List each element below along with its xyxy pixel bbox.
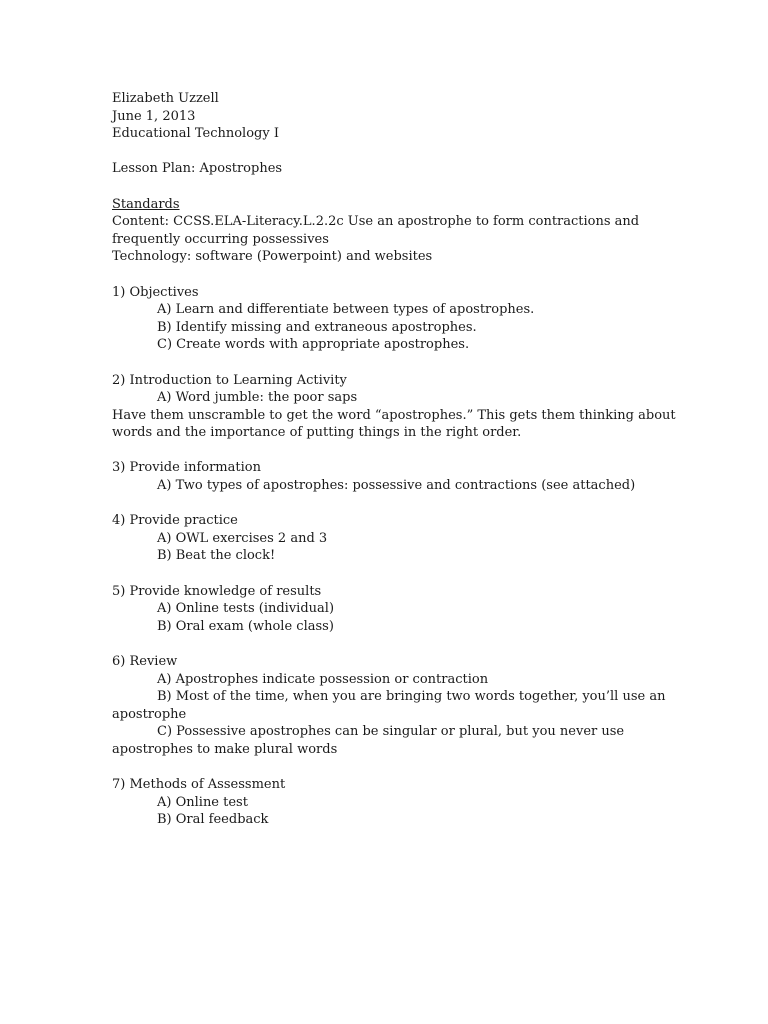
results-item: B) Oral exam (whole class) bbox=[157, 618, 334, 634]
introduction-item: A) Word jumble: the poor saps bbox=[157, 390, 358, 406]
assessment-item: A) Online test bbox=[157, 794, 248, 810]
spacer bbox=[112, 495, 648, 513]
introduction-note-line-2: words and the importance of putting things in the right order. bbox=[112, 425, 522, 441]
standards-heading: Standards bbox=[112, 196, 180, 212]
section-heading-information: 3) Provide information bbox=[112, 460, 261, 476]
section-heading-objectives: 1) Objectives bbox=[112, 284, 199, 300]
results-item: A) Online tests (individual) bbox=[157, 601, 335, 617]
review-item-continuation: apostrophes to make plural words bbox=[112, 741, 338, 757]
spacer bbox=[112, 565, 648, 583]
practice-item: A) OWL exercises 2 and 3 bbox=[157, 530, 328, 546]
document-date: June 1, 2013 bbox=[112, 108, 196, 124]
review-item: C) Possessive apostrophes can be singular or plural, but you never use bbox=[157, 724, 625, 740]
spacer bbox=[112, 635, 648, 653]
assessment-item: B) Oral feedback bbox=[157, 812, 269, 828]
review-item: B) Most of the time, when you are bringing two words together, you’ll use an bbox=[157, 689, 666, 705]
spacer bbox=[112, 354, 648, 372]
standards-content-line-1: Content: CCSS.ELA-Literacy.L.2.2c Use an apostrophe to form contractions and bbox=[112, 214, 640, 230]
objective-item: A) Learn and differentiate between types of apostrophes. bbox=[157, 302, 535, 318]
document-title: Lesson Plan: Apostrophes bbox=[112, 161, 283, 177]
spacer bbox=[112, 759, 648, 777]
lesson-plan-document bbox=[112, 90, 676, 829]
spacer bbox=[112, 266, 648, 284]
standards-content-line-2: frequently occurring possessives bbox=[112, 231, 329, 247]
objective-item: B) Identify missing and extraneous apostrophes. bbox=[157, 319, 477, 335]
review-item-continuation: apostrophe bbox=[112, 706, 187, 722]
section-heading-practice: 4) Provide practice bbox=[112, 513, 238, 529]
spacer bbox=[112, 178, 648, 196]
information-item: A) Two types of apostrophes: possessive and contractions (see attached) bbox=[157, 478, 636, 494]
review-item: A) Apostrophes indicate possession or contraction bbox=[157, 671, 489, 687]
course-name: Educational Technology I bbox=[112, 126, 279, 142]
section-heading-assessment: 7) Methods of Assessment bbox=[112, 777, 286, 793]
section-heading-review: 6) Review bbox=[112, 654, 178, 669]
section-heading-introduction: 2) Introduction to Learning Activity bbox=[112, 372, 347, 388]
introduction-note-line-1: Have them unscramble to get the word “apostrophes.” This gets them thinking about bbox=[112, 407, 676, 423]
spacer bbox=[112, 143, 648, 161]
author-name: Elizabeth Uzzell bbox=[112, 91, 219, 106]
section-heading-results: 5) Provide knowledge of results bbox=[112, 583, 322, 599]
standards-technology: Technology: software (Powerpoint) and websites bbox=[112, 249, 433, 265]
objective-item: C) Create words with appropriate apostrophes. bbox=[157, 337, 470, 353]
spacer bbox=[112, 442, 648, 460]
practice-item: B) Beat the clock! bbox=[157, 548, 276, 564]
